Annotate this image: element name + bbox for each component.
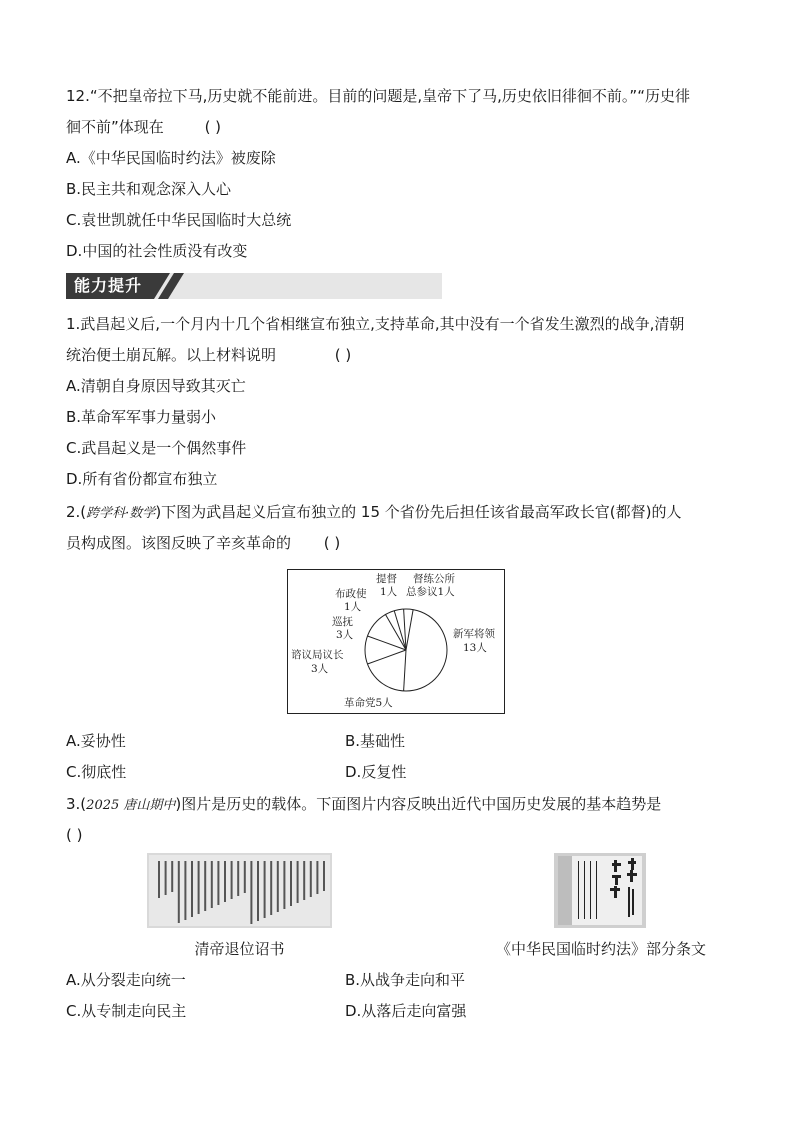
q1-option-c: C.武昌起义是一个偶然事件 <box>66 439 247 457</box>
edict-text-column <box>198 861 200 914</box>
q2-tag: 跨学科·数学 <box>86 506 156 521</box>
edict-text-column <box>165 861 167 895</box>
q3-stem-line1 <box>66 794 661 816</box>
edict-text-column <box>191 861 193 917</box>
q12-option-a: A.《中华民国临时约法》被废除 <box>66 149 276 167</box>
q12-option-c: C.袁世凯就任中华民国临时大总统 <box>66 211 292 229</box>
edict-text-column <box>264 861 266 918</box>
edict-document-image <box>147 853 332 928</box>
edict-text-column <box>237 861 239 896</box>
edict-text-column <box>171 861 173 892</box>
pie-chart <box>287 569 505 714</box>
q2-stem-line1 <box>66 502 682 524</box>
q12-stem-line1: 12.“不把皇帝拉下马,历史就不能前进。目前的问题是,皇帝下了马,历史依旧徘徊不前。”“历史徘 <box>66 87 690 105</box>
q3-stem-text: )图片是历史的载体。下面图片内容反映出近代中国历史发展的基本趋势是 <box>175 795 662 813</box>
section-title: 能力提升 <box>74 276 143 295</box>
edict-text-column <box>310 861 312 897</box>
q3-tag: 2025 唐山期中 <box>86 798 176 813</box>
label-dulian: 督练公所 <box>413 573 455 585</box>
q2-option-b: B.基础性 <box>345 732 406 750</box>
q12-stem-line2 <box>66 117 221 137</box>
q1-option-b: B.革命军军事力量弱小 <box>66 408 217 426</box>
label-xinjun: 新军将领 <box>453 628 495 640</box>
q3-number: 3.( <box>66 795 87 813</box>
q2-number: 2.( <box>66 503 87 521</box>
edict-text-column <box>257 861 259 921</box>
edict-text-column <box>316 861 318 894</box>
answer-paren: ( ) <box>323 534 341 552</box>
label-geming: 革命党5人 <box>344 697 393 709</box>
edict-text-column <box>270 861 272 915</box>
q2-option-c: C.彻底性 <box>66 763 127 781</box>
q1-option-a: A.清朝自身原因导致其灭亡 <box>66 377 246 395</box>
edict-text-column <box>184 861 186 920</box>
edict-text-column <box>303 861 305 900</box>
q1-stem-text: 统治便土崩瓦解。以上材料说明 <box>66 346 277 364</box>
label-tidu: 提督 <box>376 573 397 585</box>
edict-text-column <box>158 861 160 898</box>
label-dulian-count: 总参议1人 <box>406 586 455 598</box>
edict-text-column <box>224 861 226 902</box>
label-xunfu-count: 3人 <box>336 629 354 641</box>
q12-stem-text: 徊不前”体现在 <box>66 118 164 136</box>
edict-text-column <box>178 861 180 923</box>
constitution-document-image <box>554 853 646 928</box>
caption-edict: 清帝退位诏书 <box>194 940 285 958</box>
answer-paren: ( ) <box>204 118 222 136</box>
label-buzhengshi-count: 1人 <box>344 601 362 613</box>
label-buzhengshi: 布政使 <box>335 588 367 600</box>
edict-text-column <box>204 861 206 911</box>
edict-text-column <box>250 861 252 924</box>
q1-stem-line1: 1.武昌起义后,一个月内十几个省相继宣布独立,支持革命,其中没有一个省发生激烈的战争,清朝 <box>66 315 685 333</box>
edict-text-column <box>297 861 299 903</box>
answer-paren: ( ) <box>334 346 352 364</box>
edict-text-column <box>231 861 233 899</box>
label-xinjun-count: 13人 <box>463 642 487 654</box>
edict-text-column <box>323 861 325 891</box>
q3-option-d: D.从落后走向富强 <box>345 1002 467 1020</box>
edict-text-column <box>277 861 279 912</box>
answer-paren: ( ) <box>66 826 83 844</box>
label-xunfu: 巡抚 <box>332 616 353 628</box>
q1-option-d: D.所有省份都宣布独立 <box>66 470 218 488</box>
q2-option-a: A.妥协性 <box>66 732 126 750</box>
q3-option-b: B.从战争走向和平 <box>345 971 466 989</box>
edict-text-column <box>283 861 285 909</box>
q2-stem-text: )下图为武昌起义后宣布独立的 15 个省份先后担任该省最高军政长官(都督)的人 <box>155 503 682 521</box>
edict-text-column <box>217 861 219 905</box>
q12-option-b: B.民主共和观念深入人心 <box>66 180 232 198</box>
q12-option-d: D.中国的社会性质没有改变 <box>66 242 248 260</box>
q1-stem-line2 <box>66 345 351 365</box>
label-ziyiju-count: 3人 <box>311 663 329 675</box>
q2-option-d: D.反复性 <box>345 763 407 781</box>
edict-text-column <box>244 861 246 893</box>
q3-option-c: C.从专制走向民主 <box>66 1002 187 1020</box>
q3-option-a: A.从分裂走向统一 <box>66 971 186 989</box>
edict-text-column <box>290 861 292 906</box>
edict-text-column <box>211 861 213 908</box>
q2-stem-line2 <box>66 533 340 553</box>
caption-constitution: 《中华民国临时约法》部分条文 <box>495 940 706 958</box>
label-ziyiju: 谘议局议长 <box>291 649 344 661</box>
label-tidu-count: 1人 <box>380 586 398 598</box>
q2-stem-text2: 员构成图。该图反映了辛亥革命的 <box>66 534 292 552</box>
